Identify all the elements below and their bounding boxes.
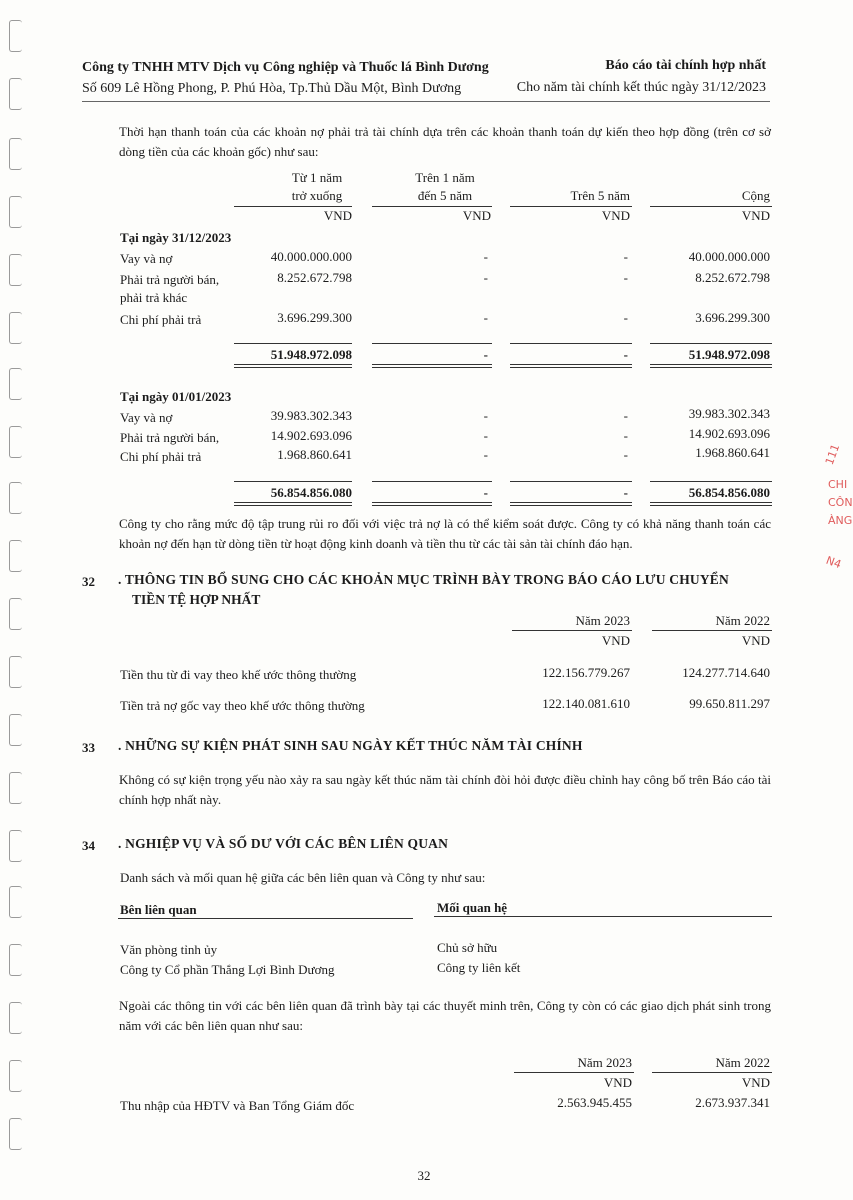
company-name: Công ty TNHH MTV Dịch vụ Công nghiệp và Thuốc lá Bình Dương bbox=[82, 60, 489, 75]
section34-intro: Danh sách và mối quan hệ giữa các bên liên quan và Công ty như sau: bbox=[120, 870, 486, 885]
row-label: Chi phí phải trả bbox=[120, 312, 202, 327]
cell-value: - bbox=[483, 249, 488, 264]
total-value: 56.854.856.080 bbox=[270, 485, 352, 500]
header-rule bbox=[82, 101, 770, 102]
section-number: 34 bbox=[82, 838, 95, 853]
col-unit: VND bbox=[601, 633, 630, 648]
col-header: trở xuống bbox=[291, 188, 343, 203]
col-header: Năm 2023 bbox=[577, 1055, 632, 1070]
cell-value: - bbox=[483, 408, 488, 423]
cell-value: - bbox=[483, 270, 488, 285]
cell-value: 122.156.779.267 bbox=[542, 665, 630, 680]
cell-value: 122.140.081.610 bbox=[542, 696, 630, 711]
row-label: Tiền trả nợ gốc vay theo khế ước thông thường bbox=[120, 698, 365, 713]
cell-value: 39.983.302.343 bbox=[688, 406, 770, 421]
section-title: . NHỮNG SỰ KIỆN PHÁT SINH SAU NGÀY KẾT THÚC NĂM TÀI CHÍNH bbox=[118, 738, 583, 753]
cell-value: 14.902.693.096 bbox=[688, 426, 770, 441]
group-heading: Tại ngày 01/01/2023 bbox=[120, 389, 232, 404]
cell-value: 8.252.672.798 bbox=[277, 270, 352, 285]
row-label: Thu nhập của HĐTV và Ban Tổng Giám đốc bbox=[120, 1098, 355, 1113]
party-relation: Công ty liên kết bbox=[437, 960, 521, 975]
cell-value: 3.696.299.300 bbox=[277, 310, 352, 325]
col-unit: VND bbox=[741, 633, 770, 648]
cell-value: 1.968.860.641 bbox=[277, 447, 352, 462]
section-number: 33 bbox=[82, 740, 95, 755]
total-value: 51.948.972.098 bbox=[688, 347, 770, 362]
company-address: Số 609 Lê Hồng Phong, P. Phú Hòa, Tp.Thủ Dầu Một, Bình Dương bbox=[82, 81, 462, 96]
row-label: Vay và nợ bbox=[120, 410, 173, 425]
col-header: đến 5 năm bbox=[417, 188, 473, 203]
col-header: Cộng bbox=[741, 188, 770, 203]
col-unit: VND bbox=[323, 208, 352, 223]
party-header: Bên liên quan bbox=[120, 902, 197, 917]
row-label: Chi phí phải trả bbox=[120, 449, 202, 464]
liquidity-conclusion: Công ty cho rằng mức độ tập trung rủi ro đối với việc trả nợ là có thể kiểm soát được. Công ty có khả năng thanh toán các khoản nợ đến hạn từ dòng tiền từ hoạt động kinh doanh và tiền thu từ các tài sản tài chính đáo hạn. bbox=[119, 516, 771, 551]
cell-value: - bbox=[623, 249, 628, 264]
col-header: Năm 2022 bbox=[715, 613, 770, 628]
cell-value: 1.968.860.641 bbox=[695, 445, 770, 460]
page-number: 32 bbox=[417, 1168, 431, 1183]
col-header: Từ 1 năm bbox=[291, 170, 343, 185]
col-header: Trên 1 năm bbox=[415, 170, 475, 185]
row-label: Phải trả người bán, bbox=[120, 272, 220, 287]
col-unit: VND bbox=[601, 208, 630, 223]
stamp-text: ÀNG bbox=[828, 514, 853, 527]
cell-value: - bbox=[623, 428, 628, 443]
col-unit: VND bbox=[603, 1075, 632, 1090]
col-header: Năm 2023 bbox=[575, 613, 630, 628]
party-relation: Chủ sở hữu bbox=[437, 940, 498, 955]
col-unit: VND bbox=[462, 208, 491, 223]
cell-value: - bbox=[483, 447, 488, 462]
cell-value: 40.000.000.000 bbox=[688, 249, 770, 264]
cell-value: - bbox=[483, 310, 488, 325]
total-value: 51.948.972.098 bbox=[270, 347, 352, 362]
report-title: Báo cáo tài chính hợp nhất bbox=[605, 58, 766, 73]
col-unit: VND bbox=[741, 208, 770, 223]
total-value: - bbox=[483, 485, 488, 500]
stamp-text: 111 bbox=[822, 442, 843, 467]
total-value: 56.854.856.080 bbox=[688, 485, 770, 500]
total-value: - bbox=[483, 347, 488, 362]
party-name: Văn phòng tỉnh ủy bbox=[120, 942, 218, 957]
cell-value: - bbox=[623, 408, 628, 423]
row-label: Vay và nợ bbox=[120, 251, 173, 266]
row-label: phải trả khác bbox=[120, 290, 188, 305]
cell-value: - bbox=[483, 428, 488, 443]
cell-value: 2.563.945.455 bbox=[557, 1095, 632, 1110]
stamp-text: N4 bbox=[824, 553, 843, 572]
relation-header: Mối quan hệ bbox=[437, 900, 508, 915]
section-title: . NGHIỆP VỤ VÀ SỐ DƯ VỚI CÁC BÊN LIÊN QUAN bbox=[118, 836, 449, 851]
group-heading: Tại ngày 31/12/2023 bbox=[120, 230, 232, 245]
col-header: Trên 5 năm bbox=[570, 188, 630, 203]
transactions-intro: Ngoài các thông tin với các bên liên quan đã trình bày tại các thuyết minh trên, Công ty còn có các giao dịch phát sinh trong năm với các bên liên quan như sau: bbox=[119, 998, 771, 1033]
liquidity-intro: Thời hạn thanh toán của các khoản nợ phải trả tài chính dựa trên các khoản thanh toán dự kiến theo hợp đồng (trên cơ sở dòng tiền của các khoản gốc) như sau: bbox=[119, 124, 771, 159]
col-header: Năm 2022 bbox=[715, 1055, 770, 1070]
cell-value: 2.673.937.341 bbox=[695, 1095, 770, 1110]
cell-value: - bbox=[623, 447, 628, 462]
cell-value: 39.983.302.343 bbox=[270, 408, 352, 423]
stamp-text: CHI bbox=[828, 478, 848, 491]
section-number: 32 bbox=[82, 574, 95, 589]
section-title: . THÔNG TIN BỔ SUNG CHO CÁC KHOẢN MỤC TRÌNH BÀY TRONG BÁO CÁO LƯU CHUYỂN bbox=[118, 572, 729, 587]
cell-value: 40.000.000.000 bbox=[270, 249, 352, 264]
total-value: - bbox=[623, 347, 628, 362]
cell-value: 124.277.714.640 bbox=[682, 665, 770, 680]
cell-value: 99.650.811.297 bbox=[689, 696, 770, 711]
total-value: - bbox=[623, 485, 628, 500]
cell-value: 14.902.693.096 bbox=[270, 428, 352, 443]
cell-value: - bbox=[623, 310, 628, 325]
col-unit: VND bbox=[741, 1075, 770, 1090]
report-period: Cho năm tài chính kết thúc ngày 31/12/2023 bbox=[516, 80, 766, 95]
cell-value: - bbox=[623, 270, 628, 285]
section33-text: Không có sự kiện trọng yếu nào xảy ra sau ngày kết thúc năm tài chính đòi hỏi được điều chỉnh hay công bố trên Báo cáo tài chính hợp nhất này. bbox=[119, 772, 771, 807]
party-name: Công ty Cổ phần Thắng Lợi Bình Dương bbox=[120, 962, 335, 977]
stamp-text: CÔN bbox=[828, 496, 853, 509]
cell-value: 8.252.672.798 bbox=[695, 270, 770, 285]
row-label: Phải trả người bán, bbox=[120, 430, 220, 445]
row-label: Tiền thu từ đi vay theo khế ước thông thường bbox=[120, 667, 357, 682]
section-title: TIỀN TỆ HỢP NHẤT bbox=[132, 592, 261, 607]
cell-value: 3.696.299.300 bbox=[695, 310, 770, 325]
